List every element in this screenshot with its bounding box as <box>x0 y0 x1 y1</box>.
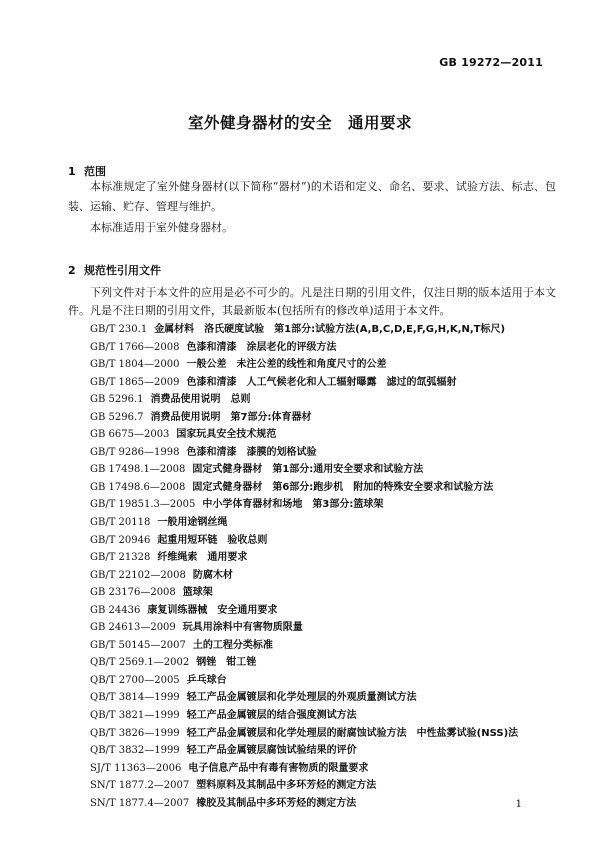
reference-title: 塑料原料及其制品中多环芳烃的测定方法 <box>196 780 377 792</box>
reference-item <box>90 444 570 462</box>
reference-code: GB 17498.1—2008 <box>90 464 186 476</box>
applicability-paragraph: 本标准适用于室外健身器材。 <box>90 221 233 234</box>
reference-code: GB 5296.1 <box>90 394 144 406</box>
reference-item <box>90 479 570 497</box>
reference-title: 轻工产品金属镀层和化学处理层的耐腐蚀试验方法 中性盐雾试验(NSS)法 <box>186 727 519 739</box>
reference-title: 国家玩具安全技术规范 <box>176 429 277 441</box>
reference-title: 乒乓球台 <box>186 674 227 686</box>
reference-code: QB/T 3826—1999 <box>90 727 180 739</box>
reference-code: SJ/T 11363—2006 <box>90 762 182 774</box>
reference-item <box>90 339 570 357</box>
reference-item <box>90 532 570 550</box>
reference-code: GB 23176—2008 <box>90 587 176 599</box>
reference-title: 玩具用涂料中有害物质限量 <box>182 622 303 634</box>
section-2-heading <box>68 262 161 278</box>
reference-code: GB/T 1804—2000 <box>90 359 180 371</box>
reference-item <box>90 409 570 427</box>
reference-code: QB/T 2700—2005 <box>90 674 180 686</box>
reference-code: QB/T 3832—1999 <box>90 745 180 757</box>
reference-title: 固定式健身器材 第6部分:跑步机 附加的特殊安全要求和试验方法 <box>192 481 494 493</box>
reference-item <box>90 496 570 514</box>
reference-item <box>90 514 570 532</box>
reference-title: 消费品使用说明 第7部分:体育器材 <box>150 411 312 423</box>
reference-title: 篮球架 <box>182 587 213 599</box>
reference-item <box>90 619 570 637</box>
reference-item <box>90 356 570 374</box>
page-number: 1 <box>515 799 522 810</box>
reference-title: 一般用途钢丝绳 <box>157 517 228 529</box>
reference-title: 消费品使用说明 总则 <box>150 394 251 406</box>
reference-item <box>90 374 570 392</box>
reference-item <box>90 777 570 795</box>
reference-code: QB/T 2569.1—2002 <box>90 657 190 669</box>
reference-item <box>90 654 570 672</box>
section-1-title: 范围 <box>84 165 106 178</box>
reference-code: GB/T 22102—2008 <box>90 569 186 581</box>
reference-item <box>90 391 570 409</box>
reference-title: 纤维绳索 通用要求 <box>157 552 248 564</box>
reference-code: GB 6675—2003 <box>90 429 170 441</box>
scope-paragraph: 本标准规定了室外健身器材(以下简称“器材”)的术语和定义、命名、要求、试验方法、标志、包装、运输、贮存、管理与维护。 <box>68 180 556 213</box>
reference-code: GB/T 20118 <box>90 517 151 529</box>
reference-code: GB/T 9286—1998 <box>90 446 180 458</box>
reference-item <box>90 672 570 690</box>
reference-code: GB/T 50145—2007 <box>90 639 186 651</box>
section-2-title: 规范性引用文件 <box>84 264 161 277</box>
reference-code: GB/T 230.1 <box>90 324 148 335</box>
reference-item <box>90 426 570 444</box>
reference-title: 康复训练器械 安全通用要求 <box>147 604 278 616</box>
reference-item <box>90 549 570 567</box>
reference-item <box>90 567 570 585</box>
reference-code: SN/T 1877.2—2007 <box>90 780 190 792</box>
reference-item <box>90 321 570 339</box>
reference-code: GB 24613—2009 <box>90 622 176 634</box>
reference-title: 固定式健身器材 第1部分:通用安全要求和试验方法 <box>192 464 424 476</box>
reference-code: GB/T 21328 <box>90 552 151 564</box>
section-2-number: 2 <box>68 264 76 277</box>
reference-item <box>90 742 570 760</box>
reference-code: GB/T 1865—2009 <box>90 376 180 388</box>
reference-item <box>90 637 570 655</box>
reference-item <box>90 760 570 778</box>
reference-title: 起重用短环链 验收总则 <box>157 534 268 546</box>
reference-title: 中小学体育器材和场地 第3部分:篮球架 <box>202 499 384 511</box>
reference-code: GB 5296.7 <box>90 411 144 423</box>
reference-item <box>90 602 570 620</box>
reference-code: QB/T 3814—1999 <box>90 692 180 704</box>
reference-title: 一般公差 未注公差的线性和角度尺寸的公差 <box>186 359 387 371</box>
reference-code: GB 24436 <box>90 604 141 616</box>
reference-title: 电子信息产品中有毒有害物质的限量要求 <box>188 762 369 774</box>
reference-title: 轻工产品金属镀层的结合强度测试方法 <box>186 710 357 722</box>
document-title: 室外健身器材的安全 通用要求 <box>187 114 412 132</box>
reference-code: SN/T 1877.4—2007 <box>90 797 190 809</box>
reference-title: 土的工程分类标准 <box>192 639 273 651</box>
reference-code: GB/T 19851.3—2005 <box>90 499 196 511</box>
reference-title: 钢锉 钳工锉 <box>196 657 257 669</box>
reference-title: 轻工产品金属镀层和化学处理层的外观质量测试方法 <box>186 692 417 704</box>
reference-title: 轻工产品金属镀层腐蚀试验结果的评价 <box>186 745 357 757</box>
reference-code: GB 17498.6—2008 <box>90 481 186 493</box>
section-1-number: 1 <box>68 165 76 178</box>
reference-title: 防腐木材 <box>192 569 233 581</box>
reference-title: 色漆和清漆 漆膜的划格试验 <box>186 446 317 458</box>
reference-item <box>90 461 570 479</box>
reference-title: 色漆和清漆 人工气候老化和人工辐射曝露 滤过的氙弧辐射 <box>186 376 457 388</box>
standard-code: GB 19272—2011 <box>439 56 543 69</box>
reference-code: GB/T 20946 <box>90 534 151 546</box>
reference-title: 色漆和清漆 涂层老化的评级方法 <box>186 341 337 353</box>
reference-item <box>90 795 570 813</box>
reference-item <box>90 707 570 725</box>
reference-code: GB/T 1766—2008 <box>90 341 180 353</box>
reference-item <box>90 725 570 743</box>
reference-item <box>90 584 570 602</box>
references-intro-paragraph: 下列文件对于本文件的应用是必不可少的。凡是注日期的引用文件，仅注日期的版本适用于本文件。凡是不注日期的引用文件，其最新版本(包括所有的修改单)适用于本文件。 <box>68 286 556 317</box>
reference-code: QB/T 3821—1999 <box>90 710 180 722</box>
reference-item <box>90 689 570 707</box>
reference-title: 金属材料 洛氏硬度试验 第1部分:试验方法(A,B,C,D,E,F,G,H,K,N,T标尺) <box>154 324 506 335</box>
normative-references-list <box>90 321 570 812</box>
reference-title: 橡胶及其制品中多环芳烃的测定方法 <box>196 797 357 809</box>
